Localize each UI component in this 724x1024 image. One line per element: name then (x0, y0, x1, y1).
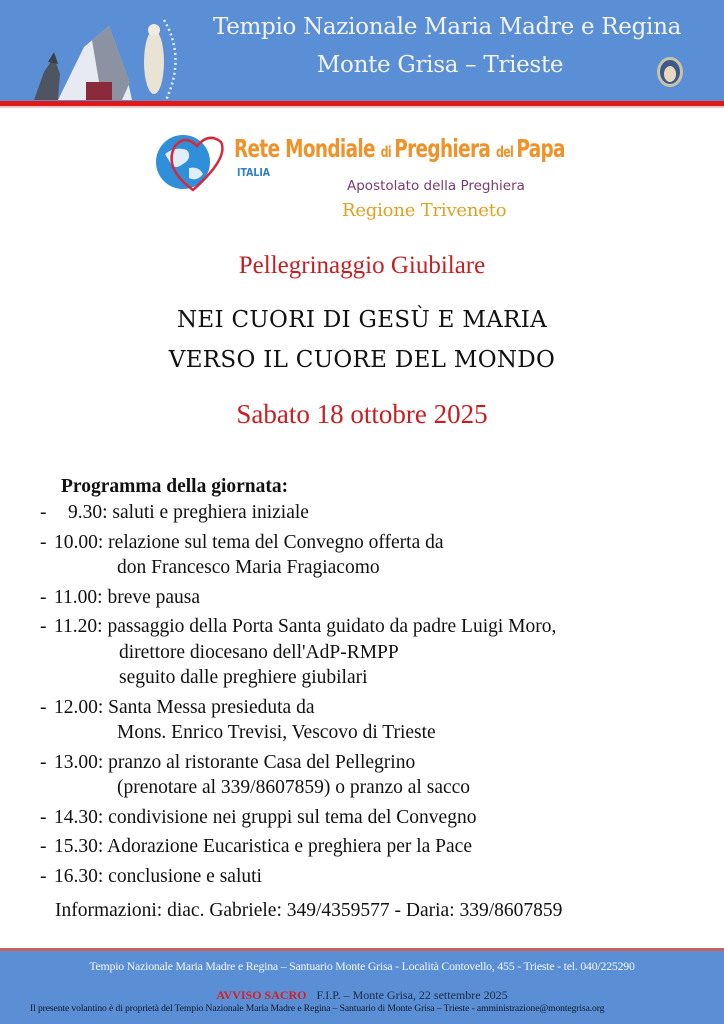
event-date: Sabato 18 ottobre 2025 (236, 399, 488, 429)
program-item (40, 695, 700, 721)
program-item-time: 15.30: (54, 836, 104, 857)
bullet-dash: - (40, 696, 47, 718)
bullet-dash: - (40, 502, 47, 523)
footer-ownership-note: Il presente volantino è di proprietà del Tempio Nazionale Maria Madre e Regina – Santuario di Monte Grisa – Trieste - amministrazione@montegrisa.org (30, 1003, 605, 1014)
program-item-text: Santa Messa presieduta da (108, 696, 315, 718)
program-item-time: 11.00: (54, 586, 103, 608)
logo-title-small1: di (380, 143, 395, 161)
logo-title-part2: Preghiera (394, 134, 496, 163)
program-item-continuation: (prenotare al 339/8607859) o pranzo al sacco (117, 777, 471, 798)
bullet-dash: - (40, 751, 47, 773)
program-item-time: 16.30: (54, 865, 104, 887)
program-heading: Programma della giornata: (61, 476, 289, 497)
program-item-text: pranzo al ristorante Casa del Pellegrino (108, 751, 416, 773)
bullet-dash: - (40, 806, 47, 828)
program-item (40, 530, 700, 556)
program-item-time: 11.20: (54, 616, 103, 637)
program-item (40, 834, 700, 860)
bullet-dash: - (40, 865, 47, 887)
event-title-line2: VERSO IL CUORE DEL MONDO (168, 347, 556, 373)
bullet-dash: - (40, 586, 47, 608)
header-divider-shadow (0, 106, 724, 108)
logo-title-part1: Rete Mondiale (234, 134, 381, 163)
program-item-continuation: direttore diocesano dell'AdP-RMPP (119, 641, 399, 663)
event-title-line1: NEI CUORI DI GESÙ E MARIA (176, 307, 548, 333)
program-item-time: 13.00: (54, 751, 104, 773)
program-item-time: 12.00: (54, 696, 104, 718)
program-item (40, 864, 700, 890)
header-title-line1: Tempio Nazionale Maria Madre e Regina (212, 14, 682, 40)
program-section (40, 474, 700, 923)
program-item (40, 500, 700, 526)
program-item (40, 750, 700, 776)
sanctuary-statue-illustration (14, 12, 184, 102)
logo-region: Regione Triveneto (342, 200, 507, 221)
footer-avviso-text: F.I.P. – Monte Grisa, 22 settembre 2025 (316, 988, 508, 1002)
footer-avviso-label: AVVISO SACRO (216, 988, 307, 1002)
logo-title-part3: Papa (516, 134, 565, 163)
bullet-dash: - (40, 616, 47, 637)
program-item-text: condivisione nei gruppi sul tema del Convegno (108, 806, 477, 828)
program-item-time: 14.30: (54, 806, 104, 828)
footer-notice (0, 988, 724, 1003)
contact-info: Informazioni: diac. Gabriele: 349/4359577 - Daria: 339/8607859 (55, 900, 563, 921)
footer-address: Tempio Nazionale Maria Madre e Regina – Santuario Monte Grisa - Località Contovello, 455 - Trieste - tel. 040/225290 (89, 959, 635, 973)
logo-title-small2: del (495, 143, 517, 161)
bullet-dash: - (40, 531, 47, 553)
program-item (40, 614, 700, 640)
program-item (40, 585, 700, 611)
madonna-medal-icon (655, 55, 685, 89)
program-list (40, 500, 700, 893)
program-item-continuation: seguito dalle preghiere giubilari (119, 667, 368, 688)
logo-country: ITALIA (237, 166, 271, 179)
logo-subtitle: Apostolato della Preghiera (347, 178, 525, 194)
program-item-time: 9.30: (68, 502, 108, 523)
program-item (40, 805, 700, 831)
bullet-dash: - (40, 836, 47, 857)
program-item-text: saluti e preghiera iniziale (112, 502, 309, 523)
program-item-text: conclusione e saluti (108, 865, 262, 887)
program-item-text: Adorazione Eucaristica e preghiera per la Pace (107, 836, 472, 857)
program-item-time: 10.00: (54, 531, 104, 553)
program-item-text: relazione sul tema del Convegno offerta da (108, 531, 444, 553)
program-item-text: breve pausa (107, 586, 201, 608)
globe-heart-logo-icon (153, 128, 233, 194)
program-item-text: passaggio della Porta Santa guidato da padre Luigi Moro, (107, 616, 557, 637)
logo-title (234, 134, 565, 163)
header-title-line2: Monte Grisa – Trieste (316, 52, 564, 78)
program-item-continuation: don Francesco Maria Fragiacomo (117, 557, 380, 578)
program-item-continuation: Mons. Enrico Trevisi, Vescovo di Trieste (117, 722, 436, 743)
event-kind: Pellegrinaggio Giubilare (238, 252, 486, 279)
